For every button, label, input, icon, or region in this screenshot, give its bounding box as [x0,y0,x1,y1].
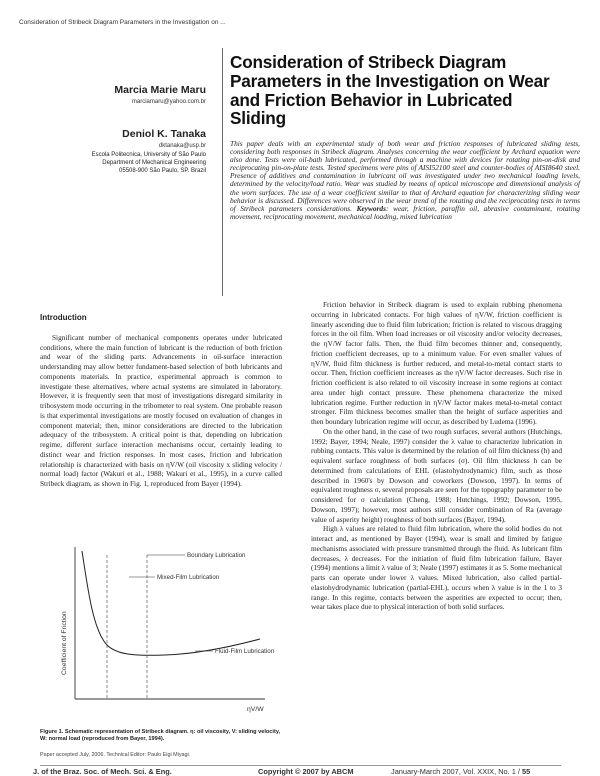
y-axis-label: Coefficient of Friction [61,611,68,675]
stribeck-curve [82,551,260,655]
right-column [311,300,562,612]
footer-copyright: Copyright © 2007 by ABCM [258,767,354,776]
author-affiliation [20,152,206,175]
footer-journal: J. of the Braz. Soc. of Mech. Sci. & Eng. [33,767,172,776]
keywords-label: Keywords [356,203,386,213]
mixed-label: Mixed-Film Lubrication [157,574,220,581]
page-number: 55 [522,767,531,776]
author-email[interactable]: marciamaru@yahoo.com.br [131,99,206,105]
running-head: Consideration of Stribeck Diagram Parameters in the Investigation on ... [19,19,226,26]
x-axis-label: ηV/W [247,706,264,713]
paragraph: Friction behavior in Stribeck diagram is used to explain rubbing phenomena occurring in lubricated contacts. For high values of ηV/W, friction coefficient is linearly ascending due to fluid film lubrication; friction is related to viscous dragging forces in the oil film. When load increases or oil viscosity and/or velocity decreases, the ηV/W factor falls. Then, the fluid film becomes thinner and, consequently, friction coefficient decreases, up to a minimum value. For even smaller values of ηV/W, fluid film thickness is further reduced, and metal-to-metal contact starts to occur. Then, friction coefficient increases as the ηV/W factor decreases. Such rise in friction coefficient is also related to oil viscosity increase in some regions at contact area under high contact pressure. These phenomena characterize the mixed lubrication regime. Further reduction in ηV/W factor makes metal-to-metal contact stronger. Film thickness becomes smaller than the height of surface asperities and then boundary lubrication regime will occur, as described by Ludema (1996). [311,300,562,426]
author-name: Marcia Marie Maru [114,84,206,96]
paper-title: Consideration of Stribeck Diagram Parameters in the Investigation on Wear and Friction Behavior in Lubricated Sliding [230,52,550,129]
footer-issue-wrap [391,767,530,776]
paragraph: High λ values are related to fluid film lubrication, where the solid bodies do not interact and, as mentioned by Bayer (1994), wear is small and limited by fatigue mechanisms associated with pressure transmitted through the fluid. As lubricant film decreases, λ decreases. For the initiation of fluid film lubrication failure, Bayer (1994) mentions a limit λ value of 3; Neale (1997) estimates it as 5. Some mechanical parts can operate under lower λ values. Mixed lubrication, also called partial-elastohydrodynamic lubrication (partial-EHL), occurs when λ value is in the 1 to 3 range. In this regime, contacts between the asperities are expected to occur; then, wear takes place due to physical interaction of both solid surfaces. [311,524,562,612]
fluid-label: Fluid-Film Lubrication [215,648,275,655]
footer-divider [40,765,561,766]
figure-caption: Figure 1. Schematic representation of Stribeck diagram. η: oil viscosity, V: sliding velocity, W: normal load (reproduced from Bayer, 1994). [40,729,281,742]
stribeck-diagram [55,535,280,725]
authors-block [20,84,206,175]
left-column [40,313,282,489]
paragraph: On the other hand, in the case of two rough surfaces, several authors (Hutchings, 1992; Bayer, 1994; Neale, 1997) consider the λ value to characterize lubrication in rubbing contacts. This value is determined by the relation of oil film thickness (h) and equivalent surface roughness of both surfaces (σ). Oil film thickness h can be determined from calculations of EHL (elastohydrodynamic) film, such as those described in 1960's by Dowson and coworkers (Dowson, 1997). In terms of equivalent roughness σ, several proposals are seen for the topography parameter to be considered for σ calculation (Cheng, 1988; Hutchings, 1992; Dowson, 1995, Dowson, 1997); however, most authors still consider combination of Ra (average value of asperity height) roughness of both surfaces (Bayer, 1994). [311,426,562,524]
abstract [230,140,580,221]
paragraph: Significant number of mechanical components operates under lubricated conditions, where the main function of lubricant is the reduction of both friction and wear of the sliding parts. Advancements in oil-surface interaction understanding may allow better fundament-based selection of both lubricants and components materials. In practice, experimental approach is common to investigate these alternatives, where actual systems are simulated in laboratory. However, it is frequently seen that most of investigations disregard similarity in tribosystem mode occurring in the tribometer to real system. One probable reason is that experimental investigations are mostly focused on evaluation of changes in component material; then, minor considerations are directed to the lubrication adequacy of the tribosystem. A critical point is that, depending on lubrication regime, different surface interaction mechanisms occur, certainly leading to distinct wear and friction responses. In most cases, friction and lubrication relationship is characterized with basis on ηV/W (oil viscosity x sliding velocity / normal load) factor (Wakuri et al., 1988; Wakuri et al., 1995), in a curve called Stribeck diagram, as shown in Fig. 1, reproduced from Bayer (1994). [40,332,282,488]
page-footer [33,767,573,776]
author-name: Deniol K. Tanaka [122,128,206,140]
affiliation-line: Department of Mechanical Engineering [102,159,206,166]
boundary-label: Boundary Lubrication [187,552,246,559]
keywords: : wear, friction, paraffin oil, abrasive contaminant, rotating movement, reciprocating movement, mechanical loading, mixed lubrication [230,203,580,221]
title-divider [222,48,223,296]
footer-issue: January-March 2007, Vol. XXIX, No. 1 / [391,767,523,776]
section-heading: Introduction [40,313,87,322]
abstract-text: This paper deals with an experimental study of both wear and friction responses of lubricated sliding tests, considering both responses in Stribeck diagram. Analyses concerning the wear coefficient by Archard equation were also done. Tests were oil-bath lubricated, performed through a machine with devices for rotating pin-on-disk and reciprocating pin-on-plate tests. Tested specimens were pins of AISI52100 steel and counter-bodies of AISI8640 steel. Presence of additives and contamination in lubricant oil was investigated under two mechanical loading levels, determined by the velocity/load ratio. Wear was studied by means of optical microscope and dimensional analysis of the worn surfaces. The use of a wear coefficient similar to that of Archard equation for characterizing sliding wear behavior is discussed. Differences were observed in the wear trend of the rotating and the reciprocating tests in terms of Stribeck parameters considerations. [230,139,580,213]
paper-note: Paper accepted July, 2006. Technical Editor: Paulo Eigi Miyagi. [40,752,191,758]
author-email[interactable]: dktanaka@usp.br [158,143,206,149]
affiliation-line: 05508-900 São Paulo, SP. Brazil [119,167,206,174]
affiliation-line: Escola Politecnica, University of São Paulo [91,152,206,158]
